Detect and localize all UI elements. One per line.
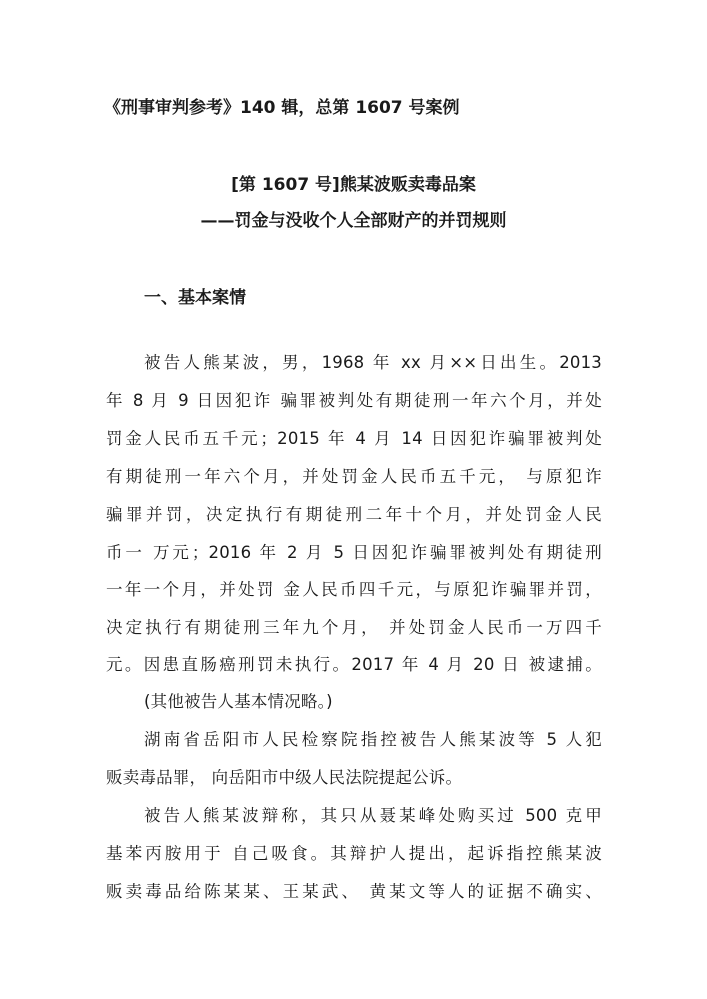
paragraph-line: 决定执行有期徒刑三年九个月， 并处罚金人民币一万四千 — [106, 618, 602, 637]
paragraph-line: 被告人熊某波辩称，其只从聂某峰处购买过 500 克甲 — [144, 806, 602, 825]
paragraph-line: 元。因患直肠癌刑罚未执行。2017 年 4 月 20 日 被逮捕。 — [106, 655, 602, 674]
paragraph-line: 贩卖毒品给陈某某、王某武、 黄某文等人的证据不确实、 — [106, 882, 602, 901]
paragraph-line: (其他被告人基本情况略。) — [144, 692, 333, 711]
paragraph-line: 一年一个月，并处罚 金人民币四千元，与原犯诈骗罪并罚， — [106, 580, 602, 599]
paragraph-line: 骗罪并罚，决定执行有期徒刑二年十个月，并处罚金人民 — [106, 505, 602, 524]
paragraph-line: 有期徒刑一年六个月，并处罚金人民币五千元， 与原犯诈 — [106, 467, 602, 486]
case-title: [第 1607 号]熊某波贩卖毒品案 — [231, 175, 476, 195]
paragraph-line: 币一 万元；2016 年 2 月 5 日因犯诈骗罪被判处有期徒刑 — [106, 543, 602, 562]
paragraph-line: 贩卖毒品罪， 向岳阳市中级人民法院提起公诉。 — [106, 768, 463, 787]
paragraph-line: 罚金人民币五千元；2015 年 4 月 14 日因犯诈骗罪被判处 — [106, 429, 602, 448]
section-heading-basic-facts: 一、基本案情 — [144, 288, 246, 308]
case-subtitle: ——罚金与没收个人全部财产的并罚规则 — [200, 211, 507, 231]
paragraph-line: 基苯丙胺用于 自己吸食。其辩护人提出，起诉指控熊某波 — [106, 844, 602, 863]
paragraph-line: 年 8 月 9 日因犯诈 骗罪被判处有期徒刑一年六个月，并处 — [106, 391, 602, 410]
paragraph-line: 被告人熊某波，男，1968 年 xx 月××日出生。2013 — [144, 353, 602, 372]
case-series-reference: 《刑事审判参考》140 辑，总第 1607 号案例 — [104, 98, 460, 118]
paragraph-line: 湖南省岳阳市人民检察院指控被告人熊某波等 5 人犯 — [144, 730, 602, 749]
